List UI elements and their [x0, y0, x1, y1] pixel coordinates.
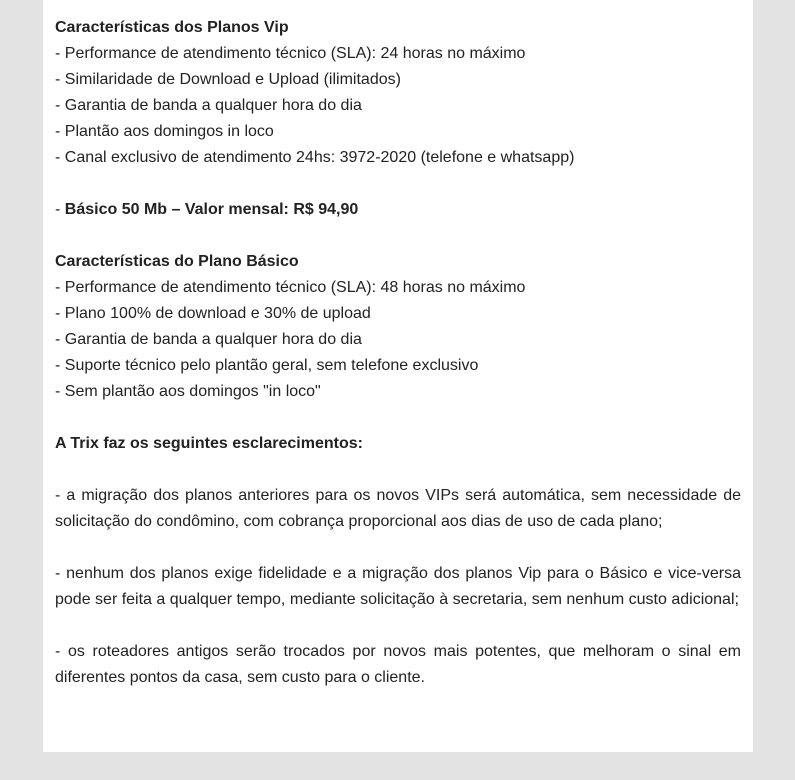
basic-plan-heading: Características do Plano Básico [55, 253, 299, 270]
vip-item-sunday: - Plantão aos domingos in loco [55, 123, 274, 140]
basic-item-sunday: - Sem plantão aos domingos "in loco" [55, 383, 321, 400]
basic-offer-line [55, 197, 741, 223]
vip-plans-heading: Características dos Planos Vip [55, 19, 289, 36]
spacer [55, 405, 741, 431]
spacer [55, 613, 741, 639]
document-content [55, 15, 741, 691]
spacer [55, 171, 741, 197]
basic-offer-price: Básico 50 Mb – Valor mensal: R$ 94,90 [64, 201, 359, 218]
spacer [55, 535, 741, 561]
vip-item-bandwidth: - Garantia de banda a qualquer hora do dia [55, 97, 362, 114]
clarification-paragraph: - os roteadores antigos serão trocados por novos mais potentes, que melhoram o sinal em diferentes pontos da casa, sem custo para o cliente. [55, 643, 741, 686]
basic-item-sla: - Performance de atendimento técnico (SLA): 48 horas no máximo [55, 279, 526, 296]
basic-offer-prefix: - [55, 201, 65, 218]
clarification-paragraph: - nenhum dos planos exige fidelidade e a migração dos planos Vip para o Básico e vice-versa pode ser feita a qualquer tempo, mediante solicitação à secretaria, sem nenhum custo adicional; [55, 565, 741, 608]
clarification-paragraph: - a migração dos planos anteriores para os novos VIPs será automática, sem necessidade de solicitação do condômino, com cobrança proporcional aos dias de uso de cada plano; [55, 487, 741, 530]
basic-item-ratio: - Plano 100% de download e 30% de upload [55, 305, 371, 322]
vip-item-symmetry: - Similaridade de Download e Upload (ilimitados) [55, 71, 401, 88]
basic-item-bandwidth: - Garantia de banda a qualquer hora do dia [55, 331, 362, 348]
vip-item-sla: - Performance de atendimento técnico (SLA): 24 horas no máximo [55, 45, 526, 62]
spacer [55, 457, 741, 483]
basic-item-support: - Suporte técnico pelo plantão geral, sem telefone exclusivo [55, 357, 479, 374]
vip-item-channel: - Canal exclusivo de atendimento 24hs: 3972-2020 (telefone e whatsapp) [55, 149, 575, 166]
document-page [43, 0, 753, 752]
clarifications-heading: A Trix faz os seguintes esclarecimentos: [55, 435, 363, 452]
spacer [55, 223, 741, 249]
